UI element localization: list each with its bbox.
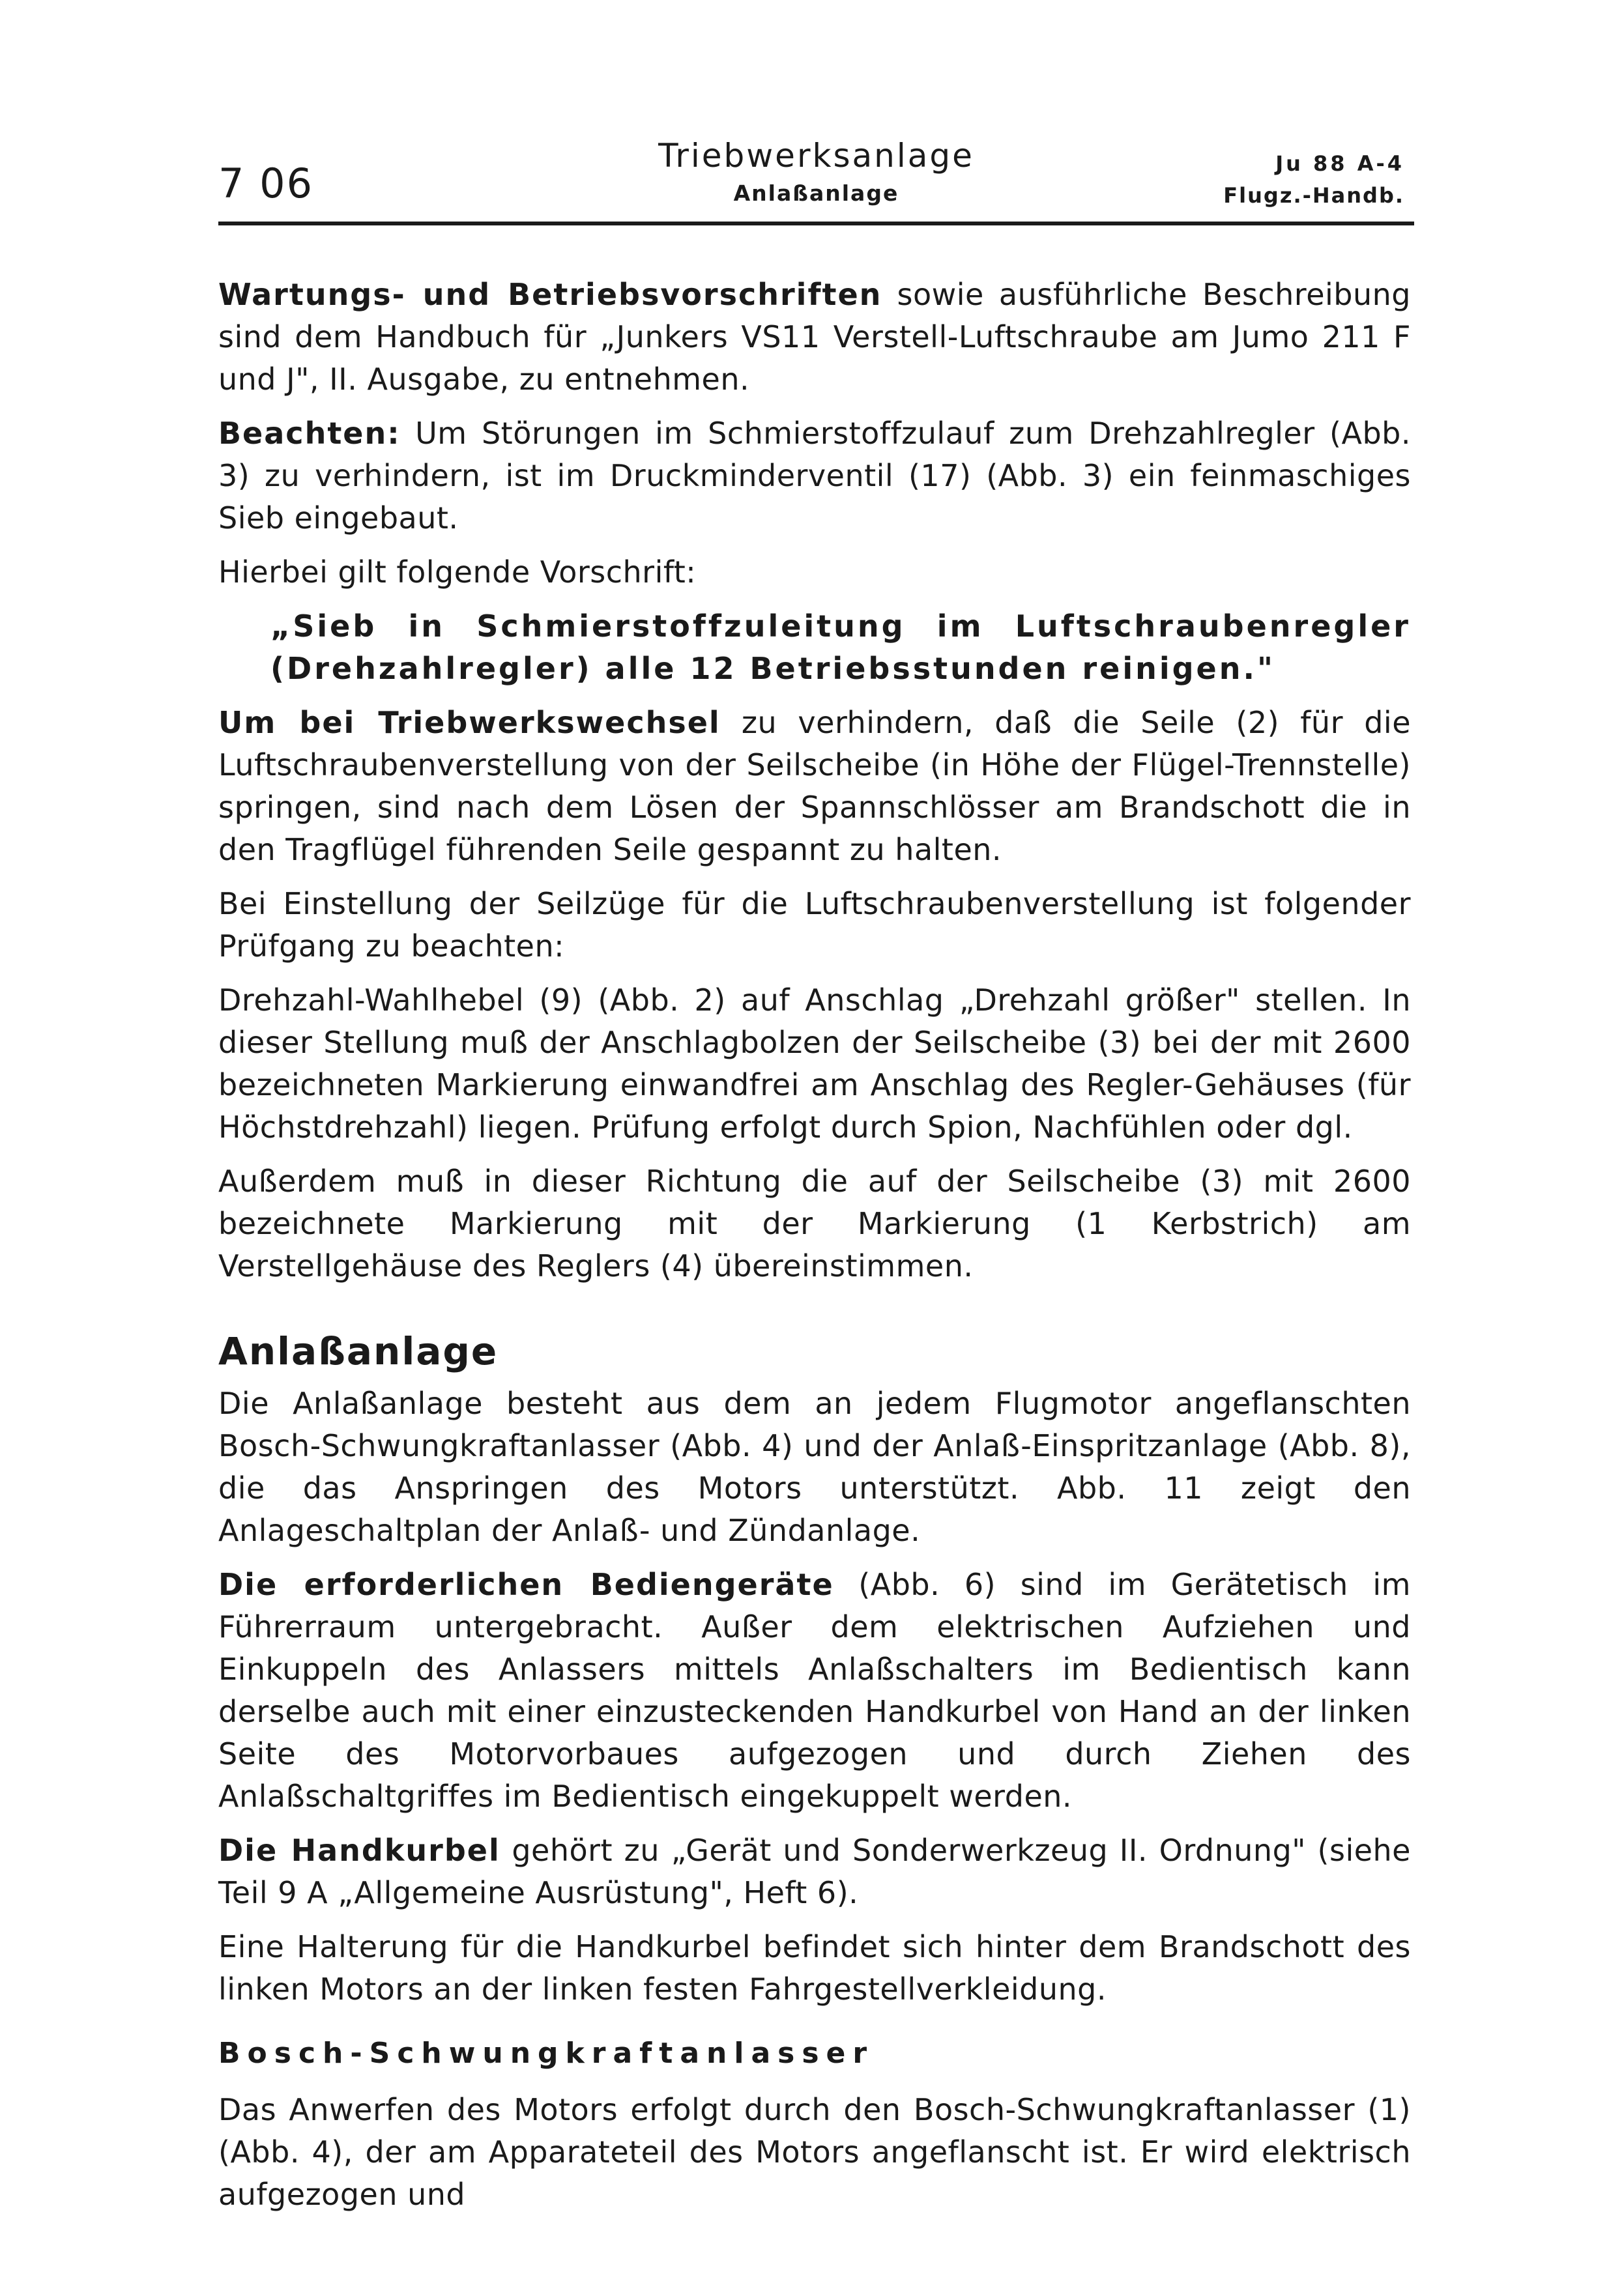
paragraph-text: zu verhindern, daß die Seile (2) für die Luftschraubenverstellung von der Seilscheibe (in Höhe der Flügel-Trennstelle) springen, sind nach dem Lösen der Spannschlösser am Brandschott die in den Tragflügel führenden Seile gespannt zu halten. [218,705,1411,867]
paragraph-lead: Um bei Triebwerkswechsel [218,705,721,740]
paragraph-text: (Abb. 6) sind im Gerätetisch im Führerraum untergebracht. Außer dem elektrischen Aufziehen und Einkuppeln des Anlassers mittels Anlaßschalters im Bedientisch kann derselbe auch mit einer einzusteckenden Handkurbel von Hand an der linken Seite des Motorvorbaues aufgezogen und durch Ziehen des Anlaßschaltgriffes im Bedientisch eingekuppelt werden. [218,1567,1411,1814]
paragraph-text: gehört zu „Gerät und Sonderwerkzeug II. Ordnung" (siehe Teil 9 A „Allgemeine Ausrüstung", Heft 6). [218,1833,1411,1910]
header-reference [1223,147,1404,210]
regulation-quote: „Sieb in Schmierstoffzuleitung im Luftschraubenregler (Drehzahlregler) alle 12 Betriebsstunden reinigen." [270,609,1411,686]
paragraph-text: Um Störungen im Schmierstoffzulauf zum Drehzahlregler (Abb. 3) zu verhindern, ist im Druckminderventil (17) (Abb. 3) ein feinmaschiges Sieb eingebaut. [218,416,1411,536]
header-title: Triebwerksanlage [658,137,974,175]
paragraph-crank-holder: Eine Halterung für die Handkurbel befindet sich hinter dem Brandschott des linken Motors an der linken festen Fahrgestellverkleidung. [218,1929,1411,2007]
paragraph-starter-system: Die Anlaßanlage besteht aus dem an jedem Flugmotor angeflanschten Bosch-Schwungkraftanlasser (Abb. 4) und der Anlaß-Einspritzanlage (Abb. 8), die das Anspringen des Motors unterstützt. Abb. 11 zeigt den Anlageschaltplan der Anlaß- und Zündanlage. [218,1386,1411,1548]
document-body [218,274,1411,2228]
paragraph-lead: Die Handkurbel [218,1833,500,1868]
paragraph-lead: Wartungs- und Betriebsvorschriften [218,277,882,312]
subsection-heading: Bosch-Schwungkraftanlasser [218,2037,875,2070]
section-heading: Anlaßanlage [218,1329,499,1373]
paragraph-lead: Die erforderlichen Bediengeräte [218,1567,834,1602]
paragraph-lever-check: Drehzahl-Wahlhebel (9) (Abb. 2) auf Anschlag „Drehzahl größer" stellen. In dieser Stellung muß der Anschlagbolzen der Seilscheibe (3) bei der mit 2600 bezeichneten Markierung einwandfrei am Anschlag des Regler-Gehäuses (für Höchstdrehzahl) liegen. Prüfung erfolgt durch Spion, Nachfühlen oder dgl. [218,983,1411,1145]
paragraph-starter-operation: Das Anwerfen des Motors erfolgt durch den Bosch-Schwungkraftanlasser (1) (Abb. 4), der am Apparateteil des Motors angeflanscht ist. Er wird elektrisch aufgezogen und [218,2092,1411,2212]
paragraph-cable-adjustment: Bei Einstellung der Seilzüge für die Luftschraubenverstellung ist folgender Prüfgang zu beachten: [218,886,1411,964]
aircraft-designation: Ju 88 A-4 [1275,151,1404,176]
paragraph-hand-crank [218,1830,1411,1914]
handbook-reference: Flugz.-Handb. [1223,183,1404,208]
paragraph-marking-check: Außerdem muß in dieser Richtung die auf der Seilscheibe (3) mit 2600 bezeichnete Markierung mit der Markierung (1 Kerbstrich) am Verstellgehäuse des Reglers (4) übereinstimmen. [218,1164,1411,1284]
paragraph-regulation-intro: Hierbei gilt folgende Vorschrift: [218,554,697,590]
paragraph-maintenance [218,274,1411,401]
paragraph-text: sowie ausführliche Beschreibung sind dem Handbuch für „Junkers VS11 Verstell-Luftschraube am Jumo 211 F und J", II. Ausgabe, zu entnehmen. [218,277,1411,397]
paragraph-lead: Beachten: [218,416,401,451]
page-number: 7 06 [218,160,314,207]
paragraph-controls [218,1564,1411,1818]
header-rule [218,222,1414,225]
page-header [218,134,1414,225]
paragraph-note [218,412,1411,539]
paragraph-engine-change [218,702,1411,871]
header-subtitle: Anlaßanlage [733,180,899,206]
